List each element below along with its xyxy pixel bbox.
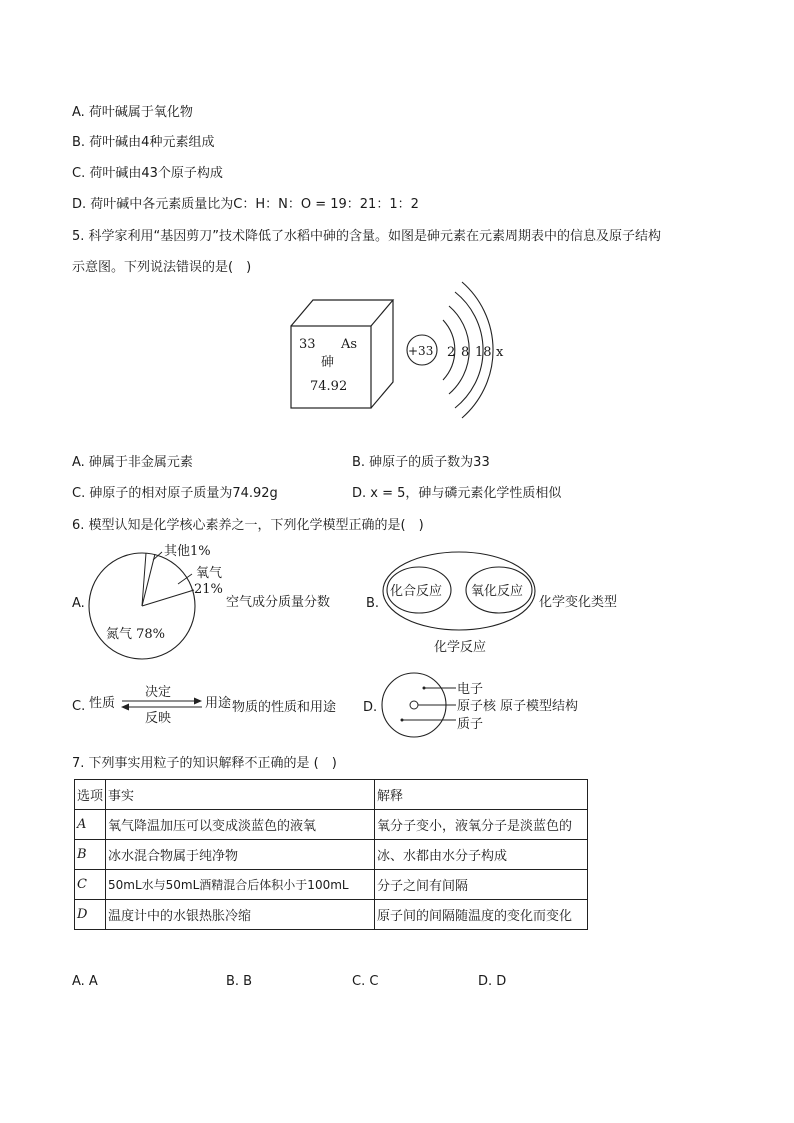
atom-nucleus-dot xyxy=(410,701,418,709)
row-option: C xyxy=(75,870,106,900)
q6-b-caption: 化学变化类型 xyxy=(539,595,618,610)
q6-d-proton: 质子 xyxy=(457,717,484,732)
oxidation-label: 氧化反应 xyxy=(471,584,524,599)
chemical-reaction-label: 化学反应 xyxy=(434,640,487,655)
q7-option-c: C. C xyxy=(352,974,379,989)
element-symbol: As xyxy=(341,337,358,352)
q5-figure xyxy=(285,280,515,420)
q7-option-b: B. B xyxy=(226,974,253,989)
q6-d-caption: 原子模型结构 xyxy=(500,699,579,714)
pie-edge-oxygen-end xyxy=(142,590,194,606)
nucleus-charge: +33 xyxy=(408,344,434,358)
q7-stem: 7. 下列事实用粒子的知识解释不正确的是 ( ) xyxy=(72,756,337,771)
shell-1-count: 2 xyxy=(447,345,456,360)
reaction-types-diagram xyxy=(380,548,540,658)
element-name: 砷 xyxy=(321,355,335,370)
element-mass: 74.92 xyxy=(310,379,348,394)
q5-stem-line2: 示意图。下列说法错误的是( ) xyxy=(72,260,252,275)
q6-d-letter: D. xyxy=(363,700,378,715)
row-fact: 温度计中的水银热胀冷缩 xyxy=(106,900,375,930)
header-fact: 事实 xyxy=(106,780,375,810)
q5-stem-line1: 5. 科学家利用“基因剪刀”技术降低了水稻中砷的含量。如图是砷元素在元素周期表中的信息及原子结构 xyxy=(72,229,662,244)
table-row xyxy=(75,810,588,840)
q5-option-b: B. 砷原子的质子数为33 xyxy=(352,455,490,470)
row-explanation: 原子间的间隔随温度的变化而变化 xyxy=(375,900,588,930)
q5-option-a: A. 砷属于非金属元素 xyxy=(72,455,193,470)
header-explanation: 解释 xyxy=(375,780,588,810)
q6-c-right: 用途 xyxy=(205,696,232,711)
q5-option-d: D. x = 5，砷与磷元素化学性质相似 xyxy=(352,486,562,501)
q4-option-a: A. 荷叶碱属于氧化物 xyxy=(72,105,193,120)
table-row xyxy=(75,870,588,900)
table-header-row xyxy=(75,780,588,810)
row-fact: 冰水混合物属于纯净物 xyxy=(106,840,375,870)
two-way-arrows xyxy=(118,696,208,712)
row-option: B xyxy=(75,840,106,870)
row-fact: 50mL水与50mL酒精混合后体积小于100mL xyxy=(106,870,375,900)
q6-d-electron: 电子 xyxy=(457,682,484,697)
pie-label-oxygen: 氧气 xyxy=(196,566,223,581)
q4-option-b: B. 荷叶碱由4种元素组成 xyxy=(72,135,215,150)
table-row xyxy=(75,840,588,870)
q7-option-a: A. A xyxy=(72,974,98,989)
table-row xyxy=(75,900,588,930)
row-option: D xyxy=(75,900,106,930)
row-explanation: 冰、水都由水分子构成 xyxy=(375,840,588,870)
row-explanation: 分子之间有间隔 xyxy=(375,870,588,900)
facts-table xyxy=(74,779,588,930)
q7-option-d: D. D xyxy=(478,974,507,989)
q6-c-bottom: 反映 xyxy=(145,711,172,726)
row-fact: 氧气降温加压可以变成淡蓝色的液氧 xyxy=(106,810,375,840)
pie-label-oxygen-pct: 21% xyxy=(194,582,223,597)
q5-option-c: C. 砷原子的相对原子质量为74.92g xyxy=(72,486,278,501)
shell-3-count: 18 xyxy=(475,345,492,360)
q6-c-left: 性质 xyxy=(89,696,116,711)
q6-c-top: 决定 xyxy=(145,685,172,700)
q4-option-c: C. 荷叶碱由43个原子构成 xyxy=(72,166,223,181)
row-explanation: 氧分子变小，液氧分子是淡蓝色的 xyxy=(375,810,588,840)
row-option: A xyxy=(75,810,106,840)
combination-label: 化合反应 xyxy=(390,584,443,599)
q6-a-caption: 空气成分质量分数 xyxy=(226,595,331,610)
q6-b-letter: B. xyxy=(366,596,380,611)
header-option: 选项 xyxy=(75,780,106,810)
q6-a-letter: A. xyxy=(72,596,85,611)
q6-c-letter: C. xyxy=(72,699,86,714)
pie-label-nitrogen: 氮气 78% xyxy=(106,627,166,642)
pie-label-other: 其他1% xyxy=(164,544,211,559)
element-number: 33 xyxy=(299,337,316,352)
shell-4-count: x xyxy=(496,345,504,360)
shell-2-count: 8 xyxy=(461,345,470,360)
q4-option-d: D. 荷叶碱中各元素质量比为C：H：N：O = 19：21：1：2 xyxy=(72,197,419,212)
q6-stem: 6. 模型认知是化学核心素养之一，下列化学模型正确的是( ) xyxy=(72,518,424,533)
q6-d-nucleus: 原子核 xyxy=(457,699,497,714)
q6-c-caption: 物质的性质和用途 xyxy=(232,700,337,715)
